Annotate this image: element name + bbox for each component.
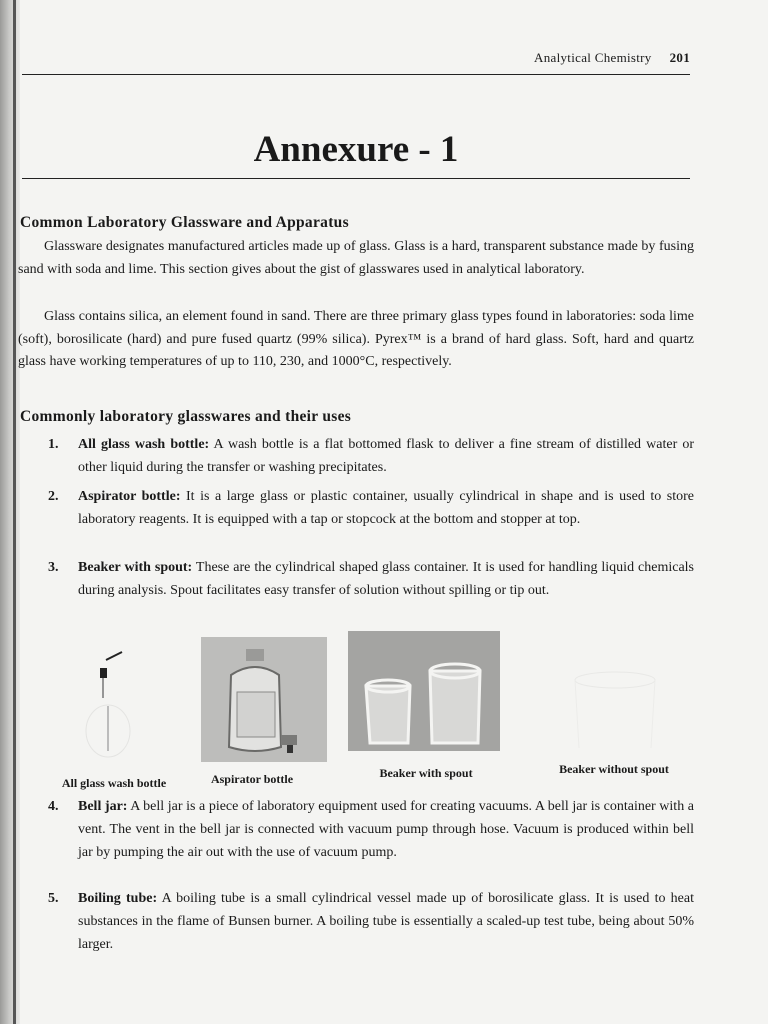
list-number: 3. (48, 560, 59, 575)
list-term: Bell jar: (78, 799, 128, 814)
paragraph-glass-types: Glass contains silica, an element found in sand. There are three primary glass types found in laboratories: soda lime (soft), borosilicate (hard) and pure fused quartz (99% silica). Pyrex™ is a brand of hard glass. Soft, hard and quartz glass have working temperatures of up to 110, 230, and 1000°C, respectively. (18, 309, 694, 369)
list-item (48, 795, 694, 864)
list-text: It is a large glass or plastic container, usually cylindrical in shape and is used to store laboratory reagents. It is equipped with a tap or stopcock at the bottom and stopper at top. (78, 489, 694, 527)
beaker-with-spout-image (348, 631, 500, 751)
list-text: A boiling tube is a small cylindrical vessel made up of borosilicate glass. It is used to heat substances in the flame of Bunsen burner. A boiling tube is essentially a scaled-up test tube, being about 50% larger. (78, 891, 694, 952)
list-term: Boiling tube: (78, 891, 158, 906)
list-item (48, 887, 694, 956)
beaker-without-spout-image (545, 660, 685, 755)
list-item (48, 485, 694, 531)
list-text: A wash bottle is a flat bottomed flask to deliver a fine stream of distilled water or other liquid during the transfer or washing precipitates. (78, 437, 694, 475)
list-item (48, 556, 694, 602)
list-text: These are the cylindrical shaped glass container. It is used for handling liquid chemicals during analysis. Spout facilitates easy transfer of solution without spilling or tip out. (78, 560, 694, 598)
running-header (480, 50, 690, 70)
title-rule (22, 178, 690, 179)
wash-bottle-image (78, 646, 148, 766)
list-term: Beaker with spout: (78, 560, 193, 575)
book-spine-shadow (0, 0, 20, 1024)
page-number: 201 (669, 50, 690, 65)
paragraph-intro: Glassware designates manufactured articles made up of glass. Glass is a hard, transparent substance made by fusing sand with soda and lime. This section gives about the gist of glasswares used in analytical laboratory. (18, 239, 694, 277)
caption-aspirator-bottle: Aspirator bottle (210, 772, 294, 786)
section-heading-glassware: Common Laboratory Glassware and Apparatus (20, 214, 349, 231)
list-term: All glass wash bottle: (78, 437, 210, 452)
list-number: 4. (48, 799, 59, 814)
header-rule (22, 74, 690, 75)
list-term: Aspirator bottle: (78, 489, 181, 504)
aspirator-bottle-image (201, 637, 327, 762)
caption-beaker-with-spout: Beaker with spout (379, 766, 473, 780)
page-title: Annexure - 1 (253, 129, 459, 170)
caption-beaker-without-spout: Beaker without spout (559, 762, 669, 776)
list-text: A bell jar is a piece of laboratory equipment used for creating vacuums. A bell jar is container with a vent. The vent in the bell jar is connected with vacuum pump through hose. Vacuum is produced within bell jar by pumping the air out with the use of vacuum pump. (78, 799, 694, 860)
list-number: 5. (48, 891, 59, 906)
list-item (48, 433, 694, 479)
section-heading-uses: Commonly laboratory glasswares and their uses (20, 408, 352, 425)
running-title: Analytical Chemistry (534, 50, 652, 65)
caption-wash-bottle: All glass wash bottle (61, 776, 167, 790)
binding-edge (13, 0, 16, 1024)
list-number: 1. (48, 437, 59, 452)
list-number: 2. (48, 489, 59, 504)
